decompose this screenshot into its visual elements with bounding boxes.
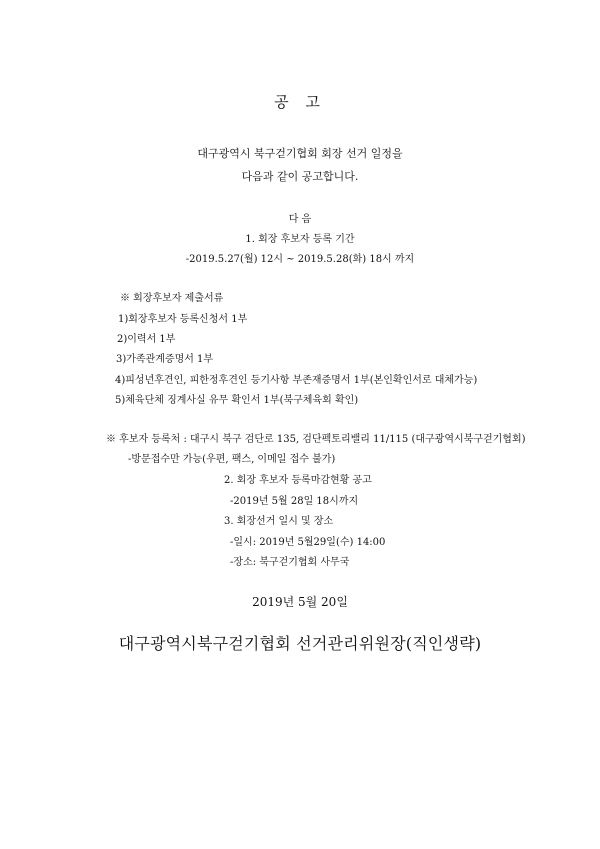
document-item-1: 1)회장후보자 등록신청서 1부	[118, 314, 248, 325]
notice-title: 공 고	[274, 93, 326, 111]
section2-title: 2. 회장 후보자 등록마감현황 공고	[224, 475, 372, 486]
registration-method: -방문접수만 가능(우편, 팩스, 이메일 접수 불가)	[128, 454, 336, 465]
notice-date: 2019년 5월 20일	[252, 595, 348, 609]
section2-date: -2019년 5월 28일 18시까지	[230, 496, 359, 507]
section3-title: 3. 회장선거 일시 및 장소	[224, 516, 334, 527]
document-item-2: 2)이력서 1부	[117, 334, 176, 345]
issuer-signature: 대구광역시북구걷기협회 선거관리위원장(직인생략)	[118, 634, 482, 653]
documents-header: ※ 회장후보자 제출서류	[120, 293, 224, 304]
intro-line-1: 대구광역시 북구걷기협회 회장 선거 일정을	[197, 147, 403, 160]
notice-heading: 다 음	[288, 214, 312, 225]
section3-place: -장소: 북구걷기협회 사무국	[230, 557, 350, 568]
section1-period: -2019.5.27(월) 12시 ~ 2019.5.28(화) 18시 까지	[185, 254, 415, 265]
intro-line-2: 다음과 같이 공고합니다.	[241, 170, 359, 183]
document-item-5: 5)체육단체 징계사실 유무 확인서 1부(북구체육회 확인)	[115, 395, 359, 406]
document-item-4: 4)피성년후견인, 피한정후견인 등기사항 부존재증명서 1부(본인확인서로 대체가능)	[115, 375, 478, 386]
section3-datetime: -일시: 2019년 5월29일(수) 14:00	[230, 537, 386, 548]
registration-place: ※ 후보자 등록처 : 대구시 북구 검단로 135, 검단펙토리밸리 11/115 (대구광역시북구걷기협회)	[106, 434, 526, 445]
document-item-3: 3)가족관계증명서 1부	[116, 354, 214, 365]
section1-title: 1. 회장 후보자 등록 기간	[245, 234, 355, 245]
